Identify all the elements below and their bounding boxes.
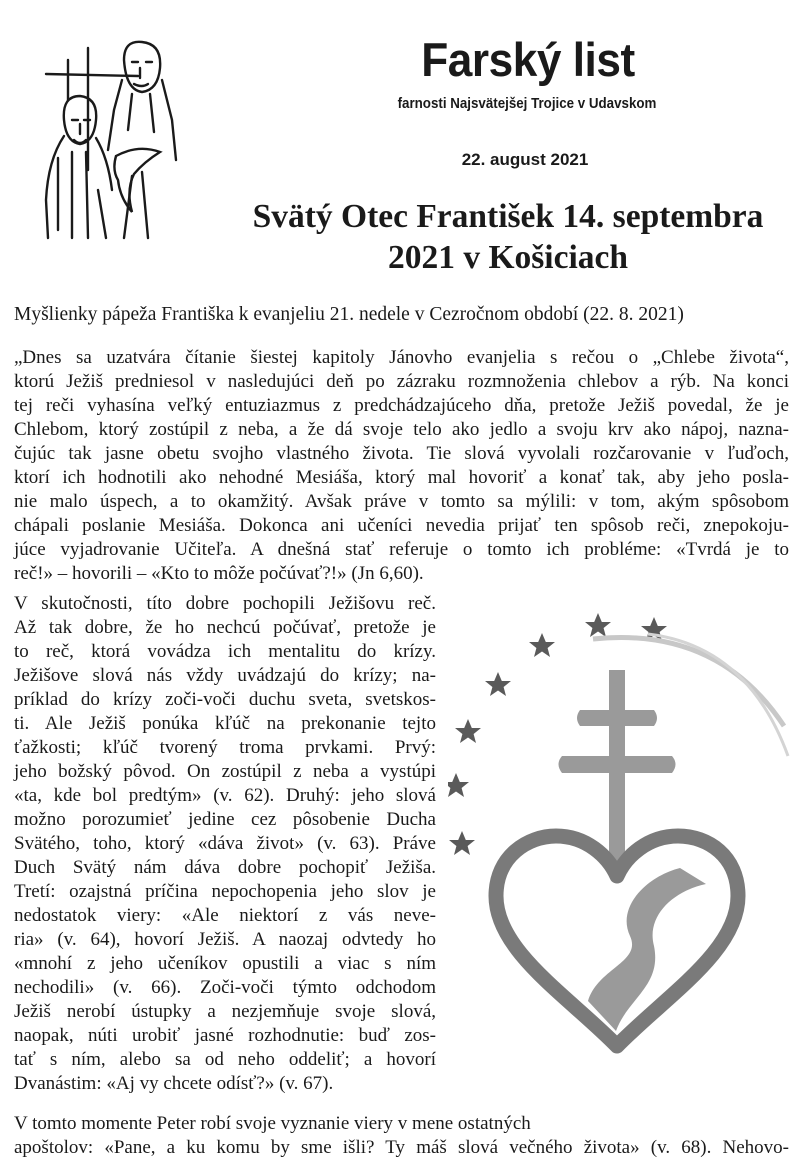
text-line: ti. Ale Ježiš ponúka kľúč na prekonanie tejto <box>14 713 436 734</box>
headline-line: 2021 v Košiciach <box>387 239 629 276</box>
text-line: „Dnes sa uzatvára čítanie šiestej kapitoly Jánovho evanjelia s rečou o „Chlebe života“, <box>14 347 789 368</box>
text-line: nechodili» (v. 66). Zoči-voči týmto odchodom <box>14 977 436 998</box>
star-icon <box>448 773 469 797</box>
text-line: Chlebom, ktorý zostúpil z neba, a že dá svoje telo ako jedlo a svoju krv ako nápoj, nazna- <box>14 419 789 440</box>
star-icon <box>449 831 475 855</box>
issue-date: 22. august 2021 <box>461 150 589 169</box>
text-line: čujúc tak jasne obetu svojho vlastného života. Tie slová vyvolali rozčarovanie v ľuďoch, <box>14 443 789 464</box>
newsletter-title: Farský list <box>421 33 635 86</box>
text-line: naopak, núti urobiť jasné rozhodnutie: buď zos- <box>14 1025 436 1046</box>
text-line: Svätého, toho, ktorý «dáva život» (v. 63). Práve <box>14 833 436 854</box>
text-line: V tomto momente Peter robí svoje vyznanie viery v mene ostatných <box>14 1113 531 1134</box>
article-intro: Myšlienky pápeža Františka k evanjeliu 21. nedele v Cezročnom období (22. 8. 2021) <box>14 304 684 325</box>
text-line: chápali poslanie Mesiáša. Dokonca ani učeníci nevedia prijať ten spôsob reči, znepokoju- <box>14 515 789 536</box>
text-line: jeho božský pôvod. On zostúpil z neba a vystúpi <box>14 761 436 782</box>
text-line: Až tak dobre, že ho nechcú počúvať, pretože je <box>14 617 436 638</box>
text-line: Ježišove slová nás vždy uvádzajú do krízy; na- <box>14 665 436 686</box>
text-line: ťažkosti; kľúč tvorený troma prvkami. Prvý: <box>14 737 436 758</box>
heart-road-icon <box>496 836 738 1046</box>
text-line: ktorí ich hodnotili ako nehodné Mesiáša, ktorý mal hovoriť a konať tak, aby jeho posla- <box>14 467 789 488</box>
text-line: nedostatok viery: «Ale niektorí z vás neve- <box>14 905 436 926</box>
star-icon <box>455 719 481 743</box>
text-line: apoštolov: «Pane, a ku komu by sme išli? Ty máš slová večného života» (v. 68). Nehovo- <box>14 1137 789 1158</box>
star-icon <box>585 613 611 637</box>
text-line: «ta, kde bol predtým» (v. 62). Druhý: jeho slová <box>14 785 436 806</box>
parish-subtitle: farnosti Najsvätejšej Trojice v Udavskom <box>397 96 657 112</box>
text-line: nie malo úspech, a to okamžitý. Avšak práve v tomto sa mýlili: v tom, akým spôsobom <box>14 491 789 512</box>
star-icon <box>485 672 511 696</box>
text-line: Ježiš nerobí ústupky a nezjemňuje svoje slová, <box>14 1001 436 1022</box>
papal-visit-logo-icon <box>448 606 793 1061</box>
text-line: ria» (v. 64), hovorí Ježiš. A naozaj odvtedy ho <box>14 929 436 950</box>
headline-line: Svätý Otec František 14. septembra <box>252 198 764 235</box>
text-line: reč!» – hovorili – «Kto to môže počúvať?!» (Jn 6,60). <box>14 563 424 584</box>
article-headline <box>208 196 808 278</box>
star-icon <box>529 633 555 657</box>
text-line: ktorú Ježiš predniesol v nasledujúci deň po zázraku rozmnoženia chlebov a rýb. Na konci <box>14 371 789 392</box>
text-line: možno porozumieť jedine cez pôsobenie Ducha <box>14 809 436 830</box>
text-line: to reč, ktorá vovádza ich mentalitu do krízy. <box>14 641 436 662</box>
text-line: Dvanástim: «Aj vy chcete odísť?» (v. 67). <box>14 1073 334 1094</box>
text-line: tej reči vyhasína veľký entuziazmus z predchádzajúceho dňa, pretože Ježiš povedal, že je <box>14 395 789 416</box>
text-line: príklad do krízy zoči-voči duchu sveta, svetskos- <box>14 689 436 710</box>
text-line: «mnohí z jeho učeníkov opustili a viac s ním <box>14 953 436 974</box>
text-line: Tretí: ozajstná príčina nepochopenia jeho slov je <box>14 881 436 902</box>
holy-trinity-drawing-icon <box>28 40 188 240</box>
text-line: V skutočnosti, títo dobre pochopili Ježišovu reč. <box>14 593 436 614</box>
text-line: júce vyjadrovanie Učiteľa. A dnešná stať referuje o tomto ich probléme: «Tvrdá je to <box>14 539 789 560</box>
text-line: tať s ním, alebo sa od neho oddeliť; a hovorí <box>14 1049 436 1070</box>
text-line: Duch Svätý nám dáva dobre pochopiť Ježiša. <box>14 857 436 878</box>
